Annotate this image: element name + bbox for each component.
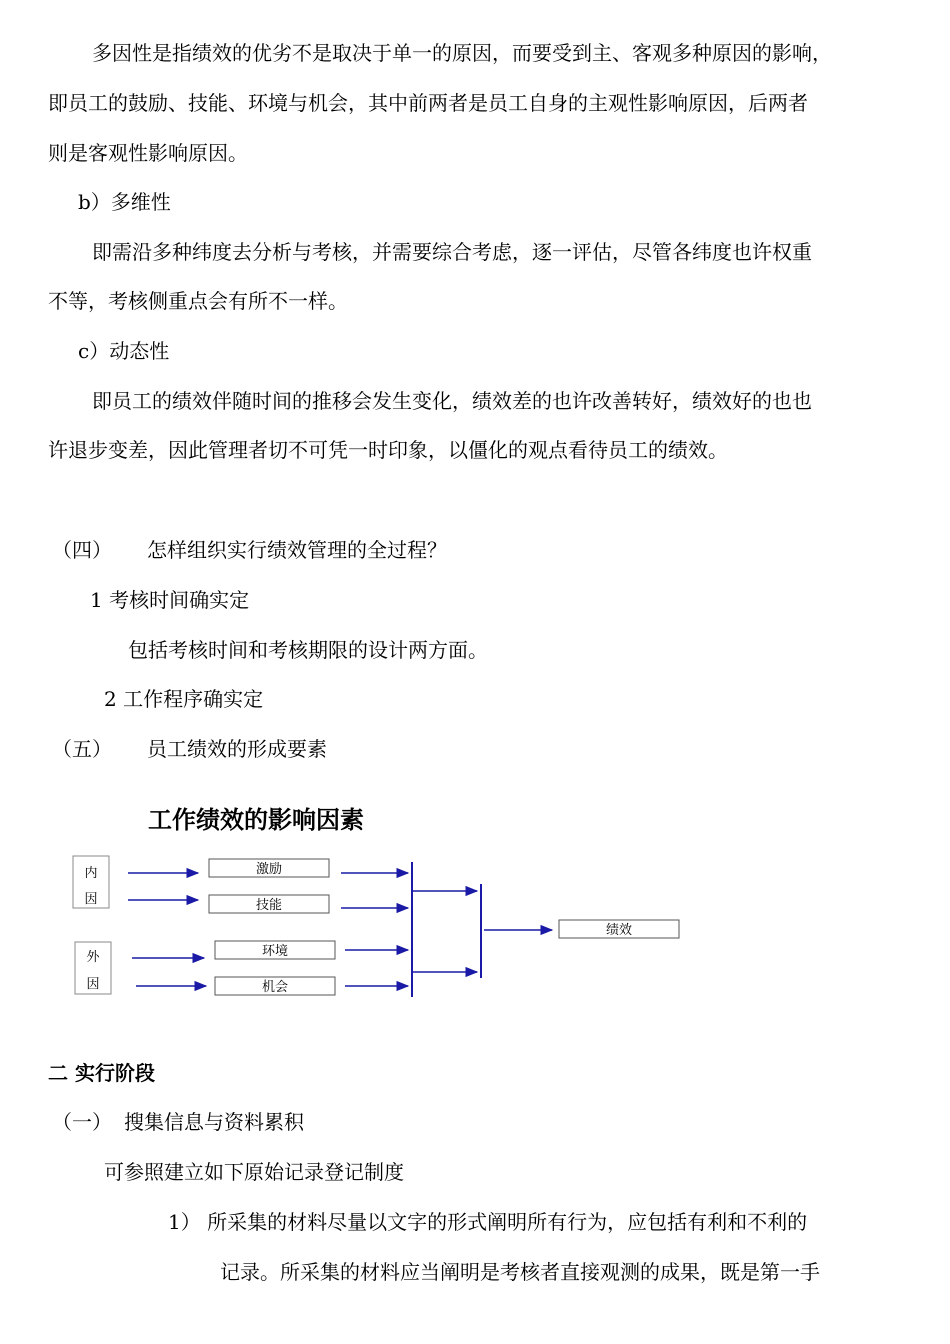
section-number: （五） [52,737,112,761]
result-label: 绩效 [605,923,633,938]
paragraph-line: 记录。所采集的材料应当阐明是考核者直接观测的成果，既是第一手 [220,1260,820,1284]
paragraph-line: 即员工的鼓励、技能、环境与机会，其中前两者是员工自身的主观性影响原因，后两者 [48,91,808,115]
subsection-title: 搜集信息与资料累积 [124,1110,304,1134]
paragraph-line: 即员工的绩效伴随时间的推移会发生变化，绩效差的也许改善转好，绩效好的也也 [92,389,812,413]
subsection-title-b: b）多维性 [78,190,171,214]
paragraph-line: 则是客观性影响原因。 [48,141,248,165]
paragraph-line: 不等，考核侧重点会有所不一样。 [48,289,348,313]
external-label-char: 因 [86,977,100,992]
paragraph-line: 多因性是指绩效的优劣不是取决于单一的原因，而要受到主、客观多种原因的影响， [92,41,832,65]
list-item: 2 工作程序确实定 [104,687,264,711]
section-title: 怎样组织实行绩效管理的全过程？ [147,538,447,562]
paragraph-line: 可参照建立如下原始记录登记制度 [104,1160,404,1184]
factor-label: 技能 [255,898,283,913]
part-heading: 二 实行阶段 [48,1061,155,1085]
internal-label-char: 内 [84,866,98,881]
performance-factors-diagram [60,800,700,1010]
paragraph-line: 即需沿多种纬度去分析与考核，并需要综合考虑，逐一评估，尽管各纬度也许权重 [92,240,812,264]
external-label-char: 外 [86,950,100,965]
subsection-number: （一） [52,1110,112,1134]
list-item: 1 考核时间确实定 [90,588,250,612]
list-item-description: 包括考核时间和考核期限的设计两方面。 [128,638,488,662]
factor-label: 环境 [261,944,289,959]
section-number: （四） [52,538,112,562]
subsection-title-c: c）动态性 [78,339,170,363]
section-title: 员工绩效的形成要素 [147,737,327,761]
list-item: 1） 所采集的材料尽量以文字的形式阐明所有行为，应包括有利和不利的 [168,1210,808,1234]
paragraph-line: 许退步变差，因此管理者切不可凭一时印象，以僵化的观点看待员工的绩效。 [48,438,728,462]
factor-label: 机会 [261,980,289,995]
diagram-title: 工作绩效的影响因素 [148,806,364,834]
factor-label: 激励 [255,862,283,877]
internal-label-char: 因 [84,892,98,907]
